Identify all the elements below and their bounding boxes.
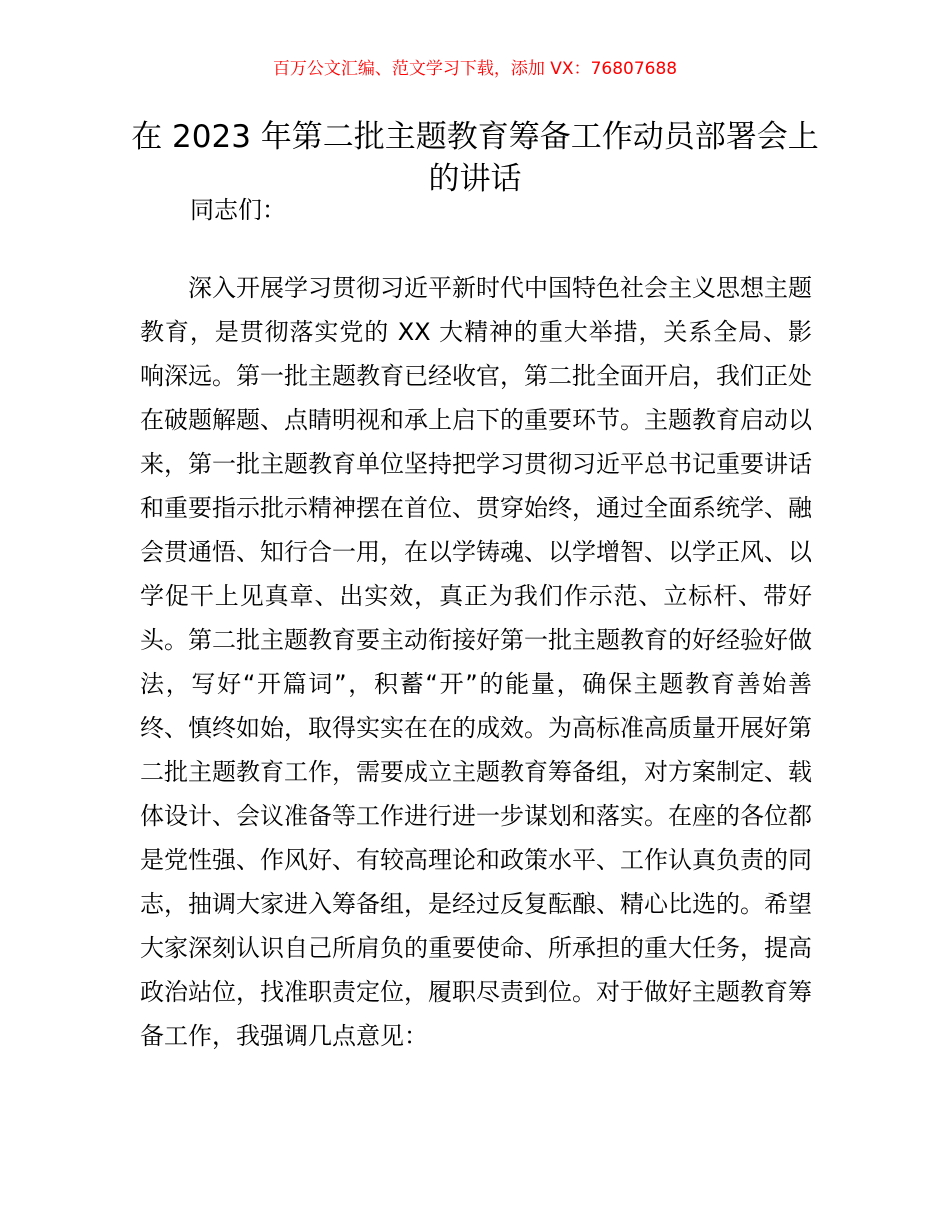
watermark-header: 百万公文汇编、范文学习下载，添加 VX：76807688 — [272, 59, 678, 79]
body-paragraph: 深入开展学习贯彻习近平新时代中国特色社会主义思想主题教育，是贯彻落实党的 XX 大精神的重大举措，关系全局、影响深远。第一批主题教育已经收官，第二批全面开启，我们正处在破题解题、点睛明视和承上启下的重要环节。主题教育启动以来，第一批主题教育单位坚持把学习贯彻习近平总书记重要讲话和重要指示批示精神摆在首位、贯穿始终，通过全面系统学、融会贯通悟、知行合一用，在以学铸魂、以学增智、以学正风、以学促干上见真章、出实效，真正为我们作示范、立标杆、带好头。第二批主题教育要主动衔接好第一批主题教育的好经验好做法，写好“开篇词”，积蓄“开”的能量，确保主题教育善始善终、慎终如始，取得实实在在的成效。为高标准高质量开展好第二批主题教育工作，需要成立主题教育筹备组，对方案制定、载体设计、会议准备等工作进行进一步谋划和落实。在座的各位都是党性强、作风好、有较高理论和政策水平、工作认真负责的同志，抽调大家进入筹备组，是经过反复酝酿、精心比选的。希望大家深刻认识自己所肩负的重要使命、所承担的重大任务，提高政治站位，找准职责定位，履职尽责到位。对于做好主题教育筹备工作，我强调几点意见： — [140, 274, 812, 1050]
document-title: 在 2023 年第二批主题教育筹备工作动员部署会上的讲话 — [131, 119, 819, 197]
salutation: 同志们： — [190, 196, 286, 224]
